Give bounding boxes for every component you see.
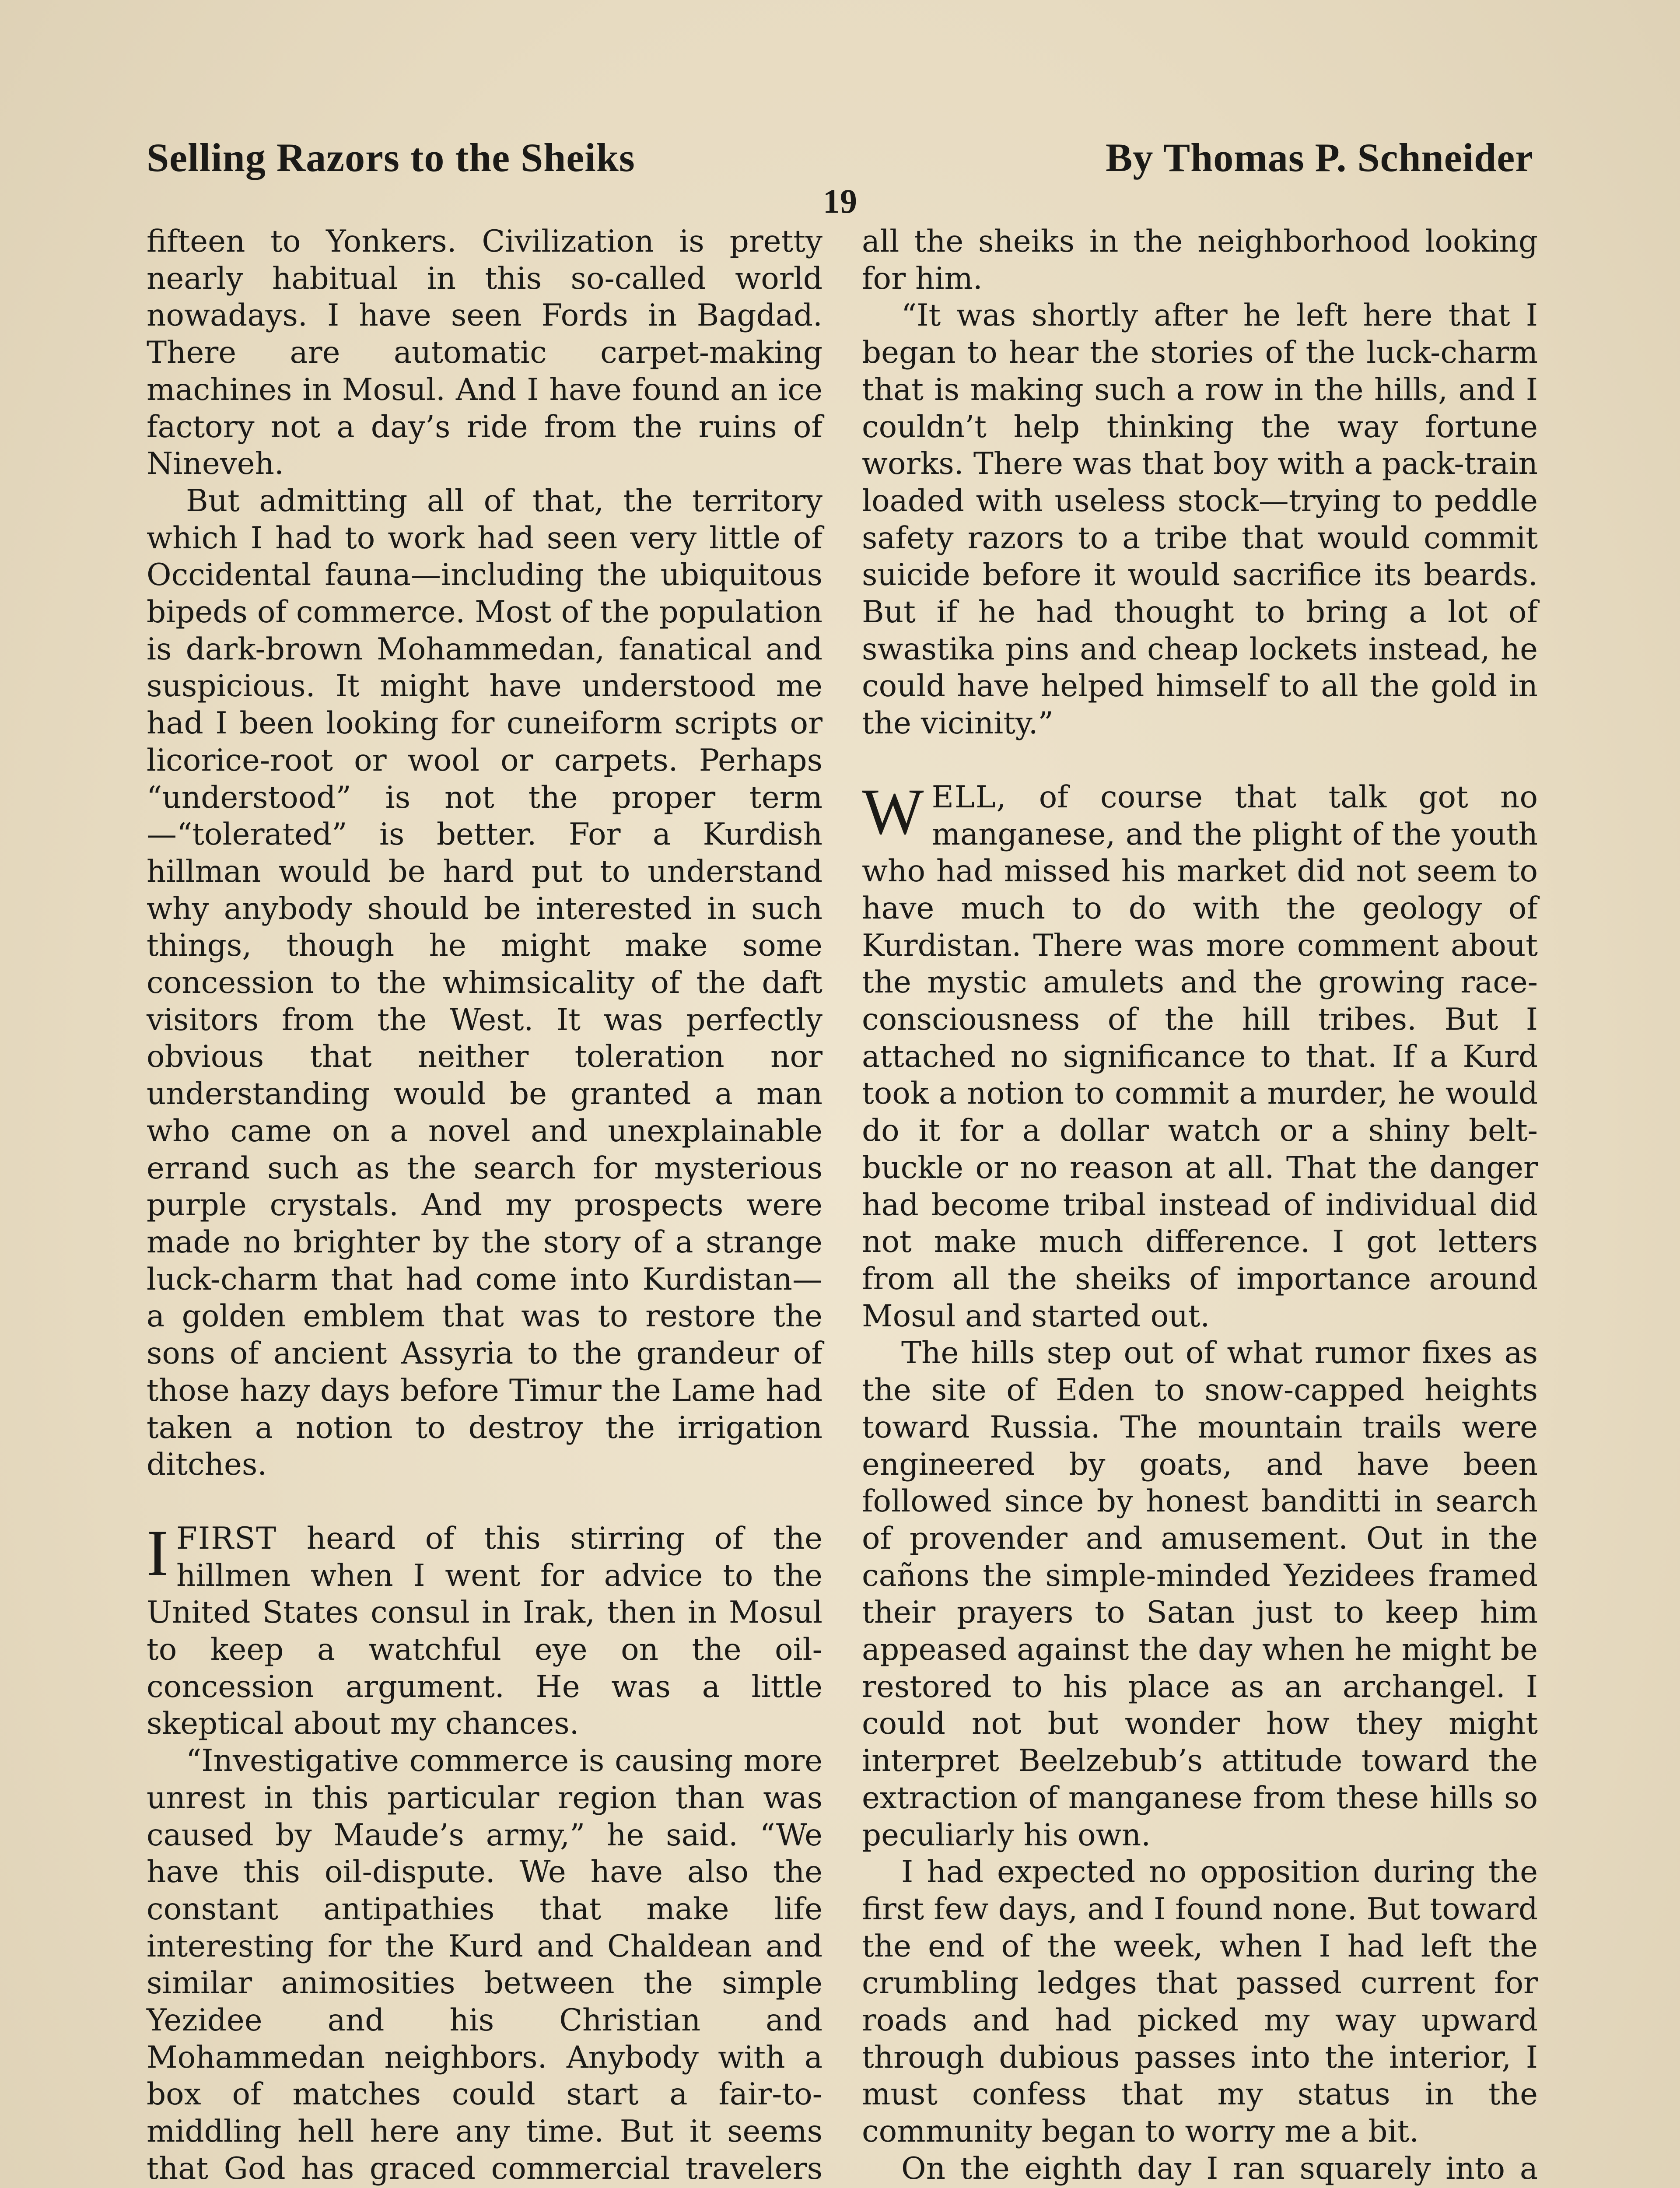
right-column [862,223,1538,2188]
paragraph: “Investigative commerce is causing more unrest in this particular region than was caused by Maude’s army,” he said. “We have this oil-dispute. We have also the constant antipathies that make life interesting for the Kurd and Chaldean and similar animosities between the simple Yezidee and his Christian and Mohammedan neighbors. Anybody with a box of matches could start a fair-to-middling hell here any time. But it seems that God has graced commercial travelers [147,1743,822,2186]
running-header [147,131,1533,184]
page-number: 19 [823,182,857,220]
paragraph: all the sheiks in the neighborhood looking for him. [862,224,1538,296]
section-paragraph [147,1516,822,1743]
lead-in-text: ELL, [931,779,1007,815]
lead-in-text: FIRST [176,1521,277,1556]
article-body [147,223,1538,2188]
paragraph-text: heard of this stirring of the hillmen when I went for advice to the United States consul in Irak, then in Mosul to keep a watchful eye on the oil-concession argument. He was a little skeptical about my chances. [147,1521,822,1742]
drop-cap: I [147,1516,168,1589]
paragraph: fifteen to Yonkers. Civilization is pretty nearly habitual in this so-called world nowadays. I have seen Fords in Bagdad. There are automatic carpet-making machines in Mosul. And I have found an ice factory not a day’s ride from the ruins of Nineveh. [147,224,822,482]
paragraph: On the eighth day I ran squarely into a [901,2151,1538,2186]
left-column [147,223,822,2188]
section-paragraph [862,775,1538,1335]
paragraph: “It was shortly after he left here that I began to hear the stories of the luck-charm that is making such a row in the hills, and I couldn’t help thinking the way fortune works. There was that boy with a pack-train loaded with useless stock—trying to peddle safety razors to a tribe that would commit suicide before it would sacrifice its beards. But if he had thought to bring a lot of swastika pins and cheap lockets instead, he could have helped himself to all the gold in the vicinity.” [862,298,1538,741]
paragraph: But admitting all of that, the territory which I had to work had seen very little of Occidental fauna—including the ubiquitous bipeds of commerce. Most of the population is dark-brown Mohammedan, fanatical and suspicious. It might have understood me had I been looking for cuneiform scripts or licorice-root or wool or carpets. Perhaps “understood” is not the proper term—“tolerated” is better. For a Kurdish hillman would be hard put to understand why anybody should be interested in such things, though he might make some concession to the whimsicality of the daft visitors from the West. It was perfectly obvious that neither toleration nor understanding would be granted a man who came on a novel and unexplainable errand such as the search for mysterious purple crystals. And my prospects were made no brighter by the story of a strange luck-charm that had come into Kurdistan—a golden emblem that was to restore the sons of ancient Assyria to the grandeur of those hazy days before Timur the Lame had taken a notion to destroy the irrigation ditches. [147,483,822,1483]
article-title: Selling Razors to the Sheiks [147,135,635,180]
paragraph: The hills step out of what rumor fixes as the site of Eden to snow-capped heights toward Russia. The mountain trails were engineered by goats, and have been followed since by honest banditti in search of provender and amusement. Out in the cañons the simple-minded Yezidees framed their prayers to Satan just to keep him appeased against the day when he might be restored to his place as an archangel. I could not but wonder how they might interpret Beelzebub’s attitude toward the extraction of manganese from these hills so peculiarly his own. [862,1336,1538,1853]
author-byline: By Thomas P. Schneider [1106,135,1533,180]
drop-cap: W [862,775,924,848]
paragraph-text: of course that talk got no manganese, and the plight of the youth who had missed his market did not seem to have much to do with the geology of Kurdistan. There was more comment about the mystic amulets and the growing race-consciousness of the hill tribes. But I attached no significance to that. If a Kurd took a notion to commit a murder, he would do it for a dollar watch or a shiny belt-buckle or no reason at all. That the danger had become tribal instead of individual did not make much difference. I got letters from all the sheiks of importance around Mosul and started out. [862,779,1538,1334]
paragraph: I had expected no opposition during the first few days, and I found none. But toward the end of the week, when I had left the crumbling ledges that passed current for roads and had picked my way upward through dubious passes into the interior, I must confess that my status in the community began to worry me a bit. [862,1855,1538,2149]
